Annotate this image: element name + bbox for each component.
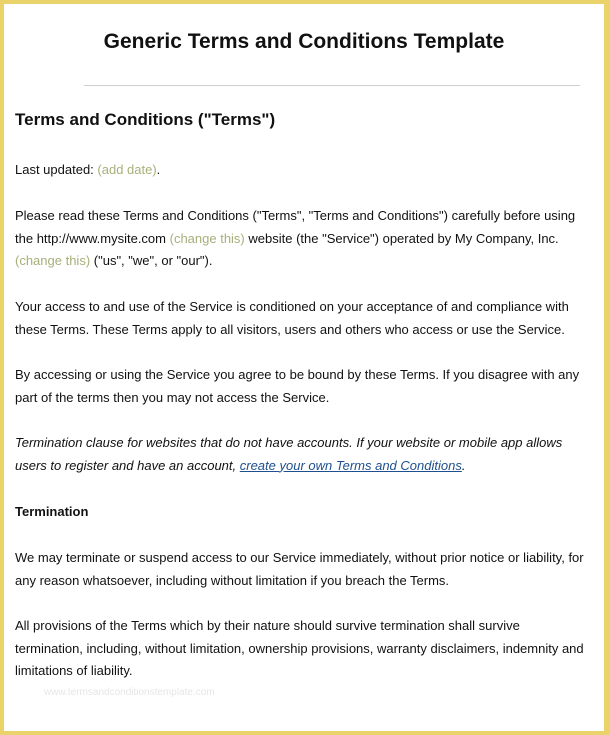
termination-note-paragraph [15,432,590,477]
create-terms-link[interactable]: create your own Terms and Conditions [239,457,462,473]
change-company-placeholder: (change this) [15,253,91,268]
survival-paragraph: All provisions of the Terms which by their nature should survive termination shall survive termination, including, without limitation, ownership provisions, warranty disclaimers, indemnity and limitations of liability. [15,618,584,678]
termination-heading: Termination [15,504,89,519]
date-placeholder: (add date) [97,162,157,177]
intro-text: Please read these Terms and Conditions ("Terms", "Terms and Conditions") carefully before using the [15,208,576,246]
termination-note-end: . [461,457,466,473]
watermark: www.termsandconditionstemplate.com [44,687,215,698]
last-updated-line [15,159,590,182]
section-heading-terms: Terms and Conditions ("Terms") [15,110,276,129]
title-divider [84,85,580,86]
document-title: Generic Terms and Conditions Template [103,30,505,53]
site-url: http://www.mysite.com [36,230,166,246]
intro-text-2: website (the "Service") operated by My Company, Inc. [244,230,559,246]
termination-note-text: Termination clause for websites that do not have accounts. If your website or mobile app allows users to register and have an account, [15,435,563,473]
last-updated-label: Last updated: [15,162,98,177]
last-updated-suffix: . [156,162,161,177]
termination-paragraph: We may terminate or suspend access to our Service immediately, without prior notice or liability, for any reason whatsoever, including without limitation if you breach the Terms. [15,550,584,588]
change-url-placeholder: (change this) [166,230,245,246]
agreement-paragraph: By accessing or using the Service you agree to be bound by these Terms. If you disagree with any part of the terms then you may not access the Service. [15,367,580,405]
access-paragraph: Your access to and use of the Service is conditioned on your acceptance of and compliance with these Terms. These Terms apply to all visitors, users and others who access or use the Service. [15,299,569,337]
intro-paragraph [15,205,590,273]
document-page [4,4,604,731]
intro-text-3: ("us", "we", or "our"). [90,253,213,268]
